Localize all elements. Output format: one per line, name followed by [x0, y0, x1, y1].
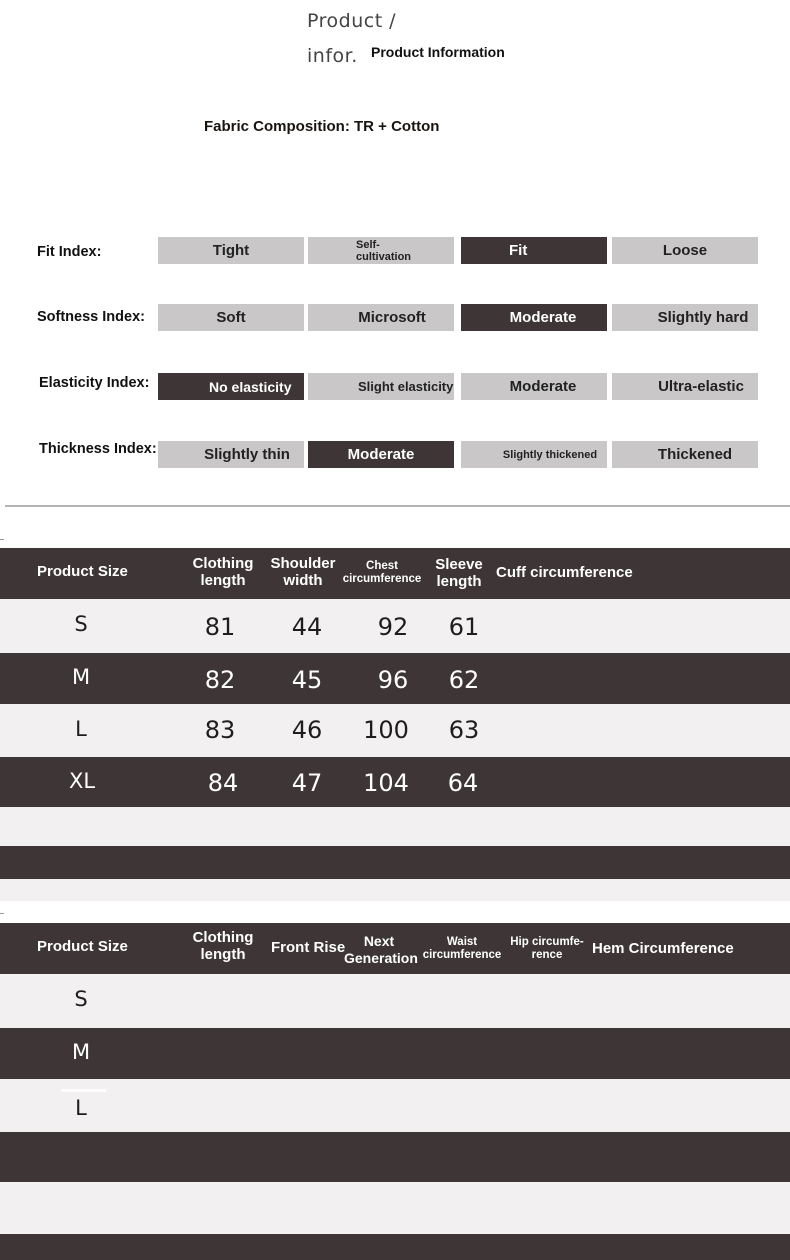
row-shoulder-width: 46 [291, 716, 323, 744]
fit-option-self-cultivation [308, 237, 454, 264]
row-clothing-length: 83 [204, 716, 236, 744]
row-sleeve-length: 62 [448, 666, 480, 694]
row-clothing-length: 81 [204, 613, 236, 641]
thickness-index-label: Thickness Index: [39, 441, 157, 457]
row-size-label: M [71, 665, 91, 689]
bottom-header-front-rise: Front Rise [271, 939, 346, 956]
top-table-header-row [0, 548, 790, 599]
row-size-label: S [74, 987, 88, 1011]
fit-option-loose: Loose [612, 237, 758, 264]
tick-mark [0, 913, 4, 914]
row-shoulder-width: 45 [291, 666, 323, 694]
row-sleeve-length: 64 [447, 769, 479, 797]
tick-mark [0, 539, 4, 540]
softness-option-microsoft: Microsoft [308, 304, 454, 331]
table-row-empty [0, 879, 790, 901]
thickness-option-slightly-thin: Slightly thin [158, 441, 304, 468]
elasticity-option-none: No elasticity [158, 373, 304, 400]
bottom-header-hem-circumference: Hem Circumference [592, 940, 734, 957]
row-shoulder-width: 44 [291, 613, 323, 641]
thickness-option-slightly-thickened: Slightly thickened [461, 441, 607, 468]
softness-option-soft: Soft [158, 304, 304, 331]
bottom-table-header-row [0, 923, 790, 974]
index-section [0, 0, 790, 480]
row-sleeve-length: 61 [448, 613, 480, 641]
top-header-cuff-circumference: Cuff circumference [496, 564, 633, 581]
elasticity-option-slight: Slight elasticity [308, 373, 454, 400]
row-clothing-length: 82 [204, 666, 236, 694]
thickness-option-thickened: Thickened [612, 441, 758, 468]
table-row [0, 704, 790, 757]
bottom-header-product-size: Product Size [37, 938, 128, 955]
row-chest-circumference: 92 [377, 613, 409, 641]
table-row [0, 653, 790, 704]
row-size-label: XL [68, 769, 96, 793]
softness-option-slightly-hard: Slightly hard [612, 304, 758, 331]
elasticity-option-ultra: Ultra-elastic [612, 373, 758, 400]
fabric-composition: Fabric Composition: TR + Cotton [204, 118, 440, 135]
table-row-empty [0, 1182, 790, 1234]
table-row-empty [0, 1132, 790, 1182]
table-row [0, 1028, 790, 1079]
table-row-empty [0, 807, 790, 846]
table-row [0, 757, 790, 807]
row-chest-circumference: 100 [363, 716, 409, 744]
section-divider [5, 505, 790, 507]
fit-option-self-cultivation-text: Self- cultivation [356, 238, 412, 263]
table-row-empty [0, 846, 790, 879]
row-sleeve-length: 63 [448, 716, 480, 744]
bottom-header-next-generation: Next Generation [344, 933, 418, 966]
top-header-product-size: Product Size [37, 563, 128, 580]
row-size-label: L [75, 717, 87, 741]
row-shoulder-width: 47 [291, 769, 323, 797]
top-header-clothing-length: Clothing length [192, 555, 254, 589]
fit-option-fit: Fit [461, 237, 607, 264]
row-chest-circumference: 104 [363, 769, 409, 797]
table-row [0, 1079, 790, 1132]
row-size-label: S [74, 612, 88, 636]
bottom-header-clothing-length: Clothing length [192, 929, 254, 963]
row-highlight-mark [61, 1089, 106, 1092]
softness-index-label: Softness Index: [37, 309, 145, 325]
table-row [0, 974, 790, 1028]
table-row-empty [0, 1234, 790, 1260]
thickness-option-moderate: Moderate [308, 441, 454, 468]
page-subtitle: Product Information [371, 44, 505, 60]
table-row [0, 599, 790, 653]
top-header-shoulder-width: Shoulder width [270, 555, 336, 589]
fit-option-tight: Tight [158, 237, 304, 264]
bottom-header-waist-circumference: Waist circumference [422, 936, 502, 961]
top-header-chest-circumference: Chest circumference [342, 560, 422, 585]
fit-index-label: Fit Index: [37, 244, 102, 260]
top-header-sleeve-length: Sleeve length [435, 556, 483, 590]
softness-option-moderate: Moderate [461, 304, 607, 331]
elasticity-index-label: Elasticity Index: [39, 375, 150, 391]
row-size-label: M [71, 1040, 91, 1064]
row-clothing-length: 84 [207, 769, 239, 797]
header-line-product: Product / [307, 10, 397, 32]
header-line-infor: infor. [307, 45, 358, 67]
row-size-label: L [75, 1096, 87, 1120]
bottom-header-hip-circumference: Hip circumfe- rence [510, 936, 584, 961]
elasticity-option-moderate: Moderate [461, 373, 607, 400]
row-chest-circumference: 96 [377, 666, 409, 694]
